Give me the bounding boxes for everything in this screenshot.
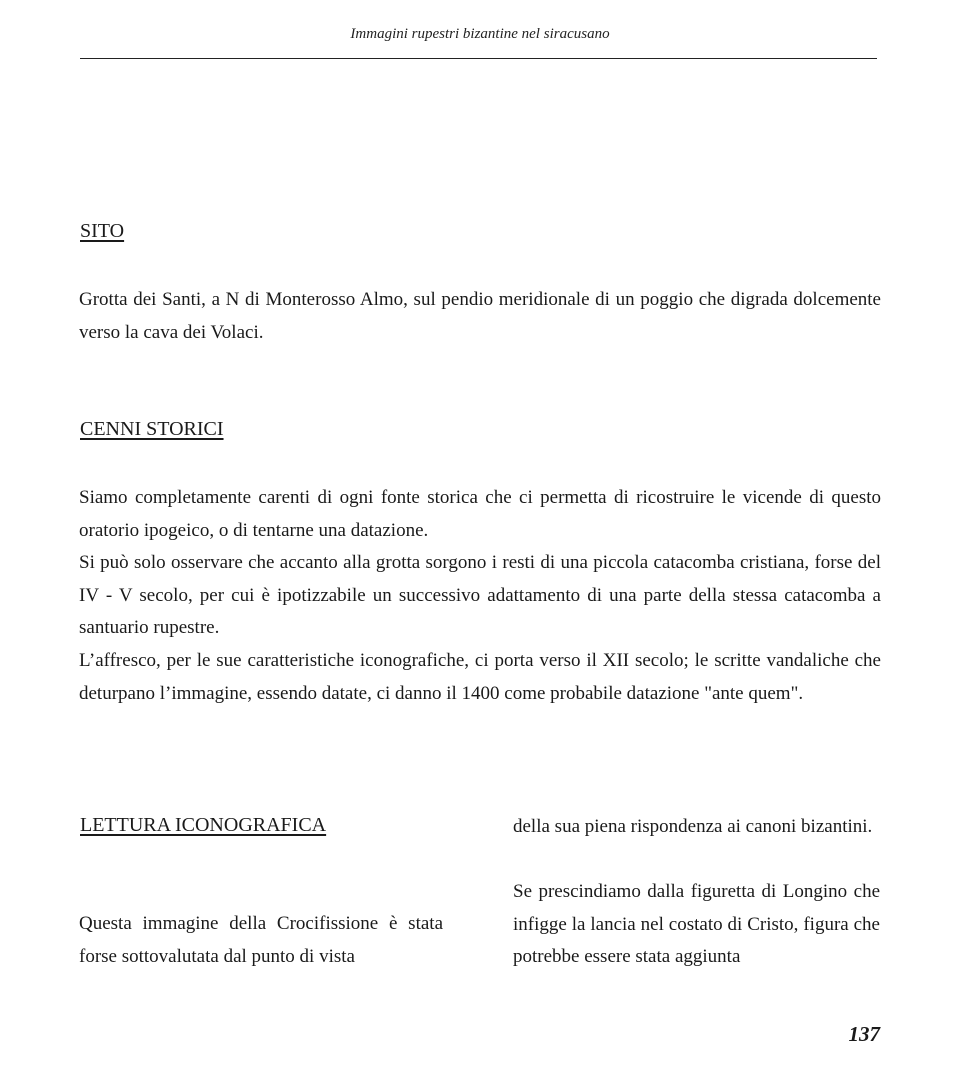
heading-sito: SITO	[80, 220, 125, 242]
paragraph-cenni-3: L’affresco, per le sue caratteristiche iconografiche, ci porta verso il XII secolo; le scritte vandaliche che deturpano l’immagine, essendo datate, ci danno il 1400 come probabile datazione "ante quem".	[79, 650, 881, 704]
running-header: Immagini rupestri bizantine nel siracusano	[350, 26, 610, 42]
heading-lettura-iconografica: LETTURA ICONOGRAFICA	[80, 814, 327, 836]
paragraph-lettura-right-1: della sua piena rispondenza ai canoni bizantini.	[513, 816, 873, 837]
heading-cenni-storici: CENNI STORICI	[80, 418, 224, 440]
paragraph-lettura-left: Questa immagine della Crocifissione è stata forse sottovalutata dal punto di vista	[79, 913, 443, 967]
paragraph-cenni-2: Si può solo osservare che accanto alla grotta sorgono i resti di una piccola catacomba cristiana, forse del IV - V secolo, per cui è ipotizzabile un successivo adattamento di una parte della stessa catacomba a santuario rupestre.	[79, 552, 881, 638]
header-rule	[80, 58, 877, 59]
paragraph-sito: Grotta dei Santi, a N di Monterosso Almo, sul pendio meridionale di un poggio che digrada dolcemente verso la cava dei Volaci.	[79, 289, 881, 343]
paragraph-cenni-1: Siamo completamente carenti di ogni fonte storica che ci permetta di ricostruire le vicende di questo oratorio ipogeico, o di tentarne una datazione.	[79, 487, 881, 541]
paragraph-lettura-right-2: Se prescindiamo dalla figuretta di Longino che infigge la lancia nel costato di Cristo, figura che potrebbe essere stata aggiunta	[513, 881, 880, 967]
page-number: 137	[848, 1022, 880, 1046]
